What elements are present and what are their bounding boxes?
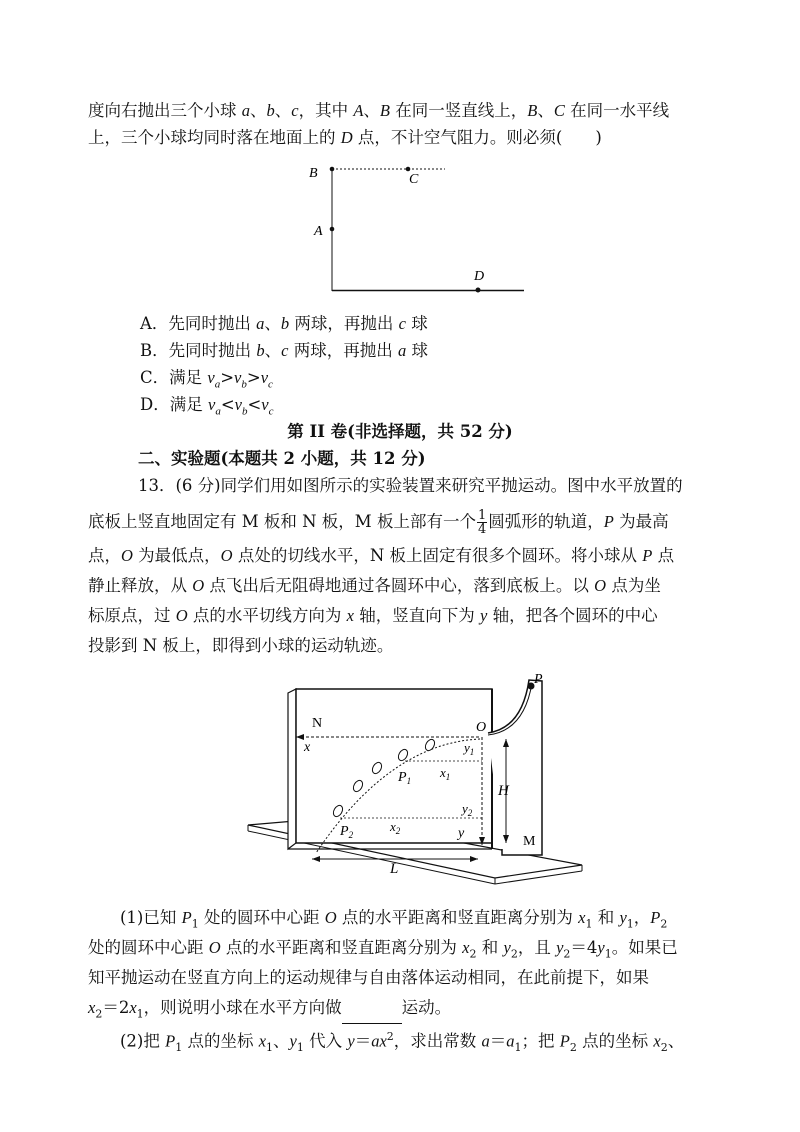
option-a[interactable]: A．先同时抛出 a、b 两球，再抛出 c 球 <box>140 314 428 333</box>
point-d <box>476 288 481 293</box>
label-c: C <box>409 172 419 187</box>
m-board <box>488 680 542 855</box>
point-a <box>330 227 335 232</box>
label-p2: $P_2$ <box>340 824 354 840</box>
section2-heading: 二、实验题(本题共 2 小题，共 12 分) <box>138 449 426 468</box>
answer-blank[interactable] <box>342 1007 402 1024</box>
option-b[interactable]: B．先同时抛出 b、c 两球，再抛出 a 球 <box>140 341 428 360</box>
q13-line-3: 点，O 为最低点，O 点处的切线水平，N 板上固定有很多个圆环。将小球从 P 点 <box>88 546 675 565</box>
label-h: H <box>498 783 509 799</box>
label-a: A <box>314 224 323 239</box>
label-m: M <box>523 834 536 849</box>
label-p1: $P_1$ <box>398 770 412 786</box>
label-y2: $y_2$ <box>462 801 473 818</box>
n-board-side <box>288 689 296 849</box>
option-c[interactable]: C．满足 $v_a>v_b>v_c$ <box>140 368 273 391</box>
sub2-line: (2)把 $P_1$ 点的坐标 $x_1$、$y_1$ 代入 $y=ax^2$，求出常数 $a=a_1$；把 $P_2$ 点的坐标 $x_2$、 <box>120 1030 685 1054</box>
label-b: B <box>309 166 318 181</box>
label-p: P <box>534 673 543 687</box>
q13-line-5: 标原点，过 O 点的水平切线方向为 x 轴，竖直向下为 y 轴，把各个圆环的中心 <box>88 606 658 625</box>
label-y: y <box>458 826 465 841</box>
q13-line-2: 底板上竖直地固定有 M 板和 N 板，M 板上部有一个 $\frac{1}{4}$ 圆弧形的轨道，P 为最高 <box>88 508 669 537</box>
sub1-line-3: 知平抛运动在竖直方向上的运动规律与自由落体运动相同，在此前提下，如果 <box>88 968 649 987</box>
sub1-line-1: (1)已知 $P_1$ 处的圆环中心距 O 点的水平距离和竖直距离分别为 $x_1$ 和 $y_1$，$P_2$ <box>120 908 668 931</box>
label-y1: $y_1$ <box>464 740 475 757</box>
label-l: L <box>390 861 399 877</box>
label-o: O <box>476 720 487 735</box>
sub1-line-4: $x_2=2x_1$，则说明小球在水平方向做 运动。 <box>88 998 451 1024</box>
label-x2: $x_2$ <box>390 819 401 836</box>
fraction-quarter: $\frac{1}{4}$ <box>477 508 487 537</box>
point-b <box>330 167 335 172</box>
q13-line-6: 投影到 N 板上，即得到小球的运动轨迹。 <box>88 636 394 655</box>
point-c <box>406 167 411 172</box>
option-d[interactable]: D．满足 $v_a<v_b<v_c$ <box>140 395 274 418</box>
label-d: D <box>474 269 485 284</box>
q13-line-4: 静止释放，从 O 点飞出后无阻碍地通过各圆环中心，落到底板上。以 O 点为坐 <box>88 576 661 595</box>
label-x1: $x_1$ <box>440 765 451 782</box>
q12-line-1: 度向右抛出三个小球 a、b、c，其中 A、B 在同一竖直线上，B、C 在同一水平线 <box>88 101 670 120</box>
label-x: x <box>304 740 311 755</box>
q13-apparatus-figure <box>240 673 590 895</box>
label-n: N <box>312 716 323 731</box>
q12-figure <box>300 155 535 303</box>
sub1-line-2: 处的圆环中心距 O 点的水平距离和竖直距离分别为 $x_2$ 和 $y_2$，且 $y_2=4y_1$。如果已 <box>88 938 678 961</box>
q13-line-1: 13．(6 分)同学们用如图所示的实验装置来研究平抛运动。图中水平放置的 <box>138 476 683 495</box>
section-title: 第 II 卷(非选择题，共 52 分) <box>287 422 513 441</box>
q12-line-2: 上，三个小球均同时落在地面上的 D 点，不计空气阻力。则必须( ) <box>88 128 602 147</box>
